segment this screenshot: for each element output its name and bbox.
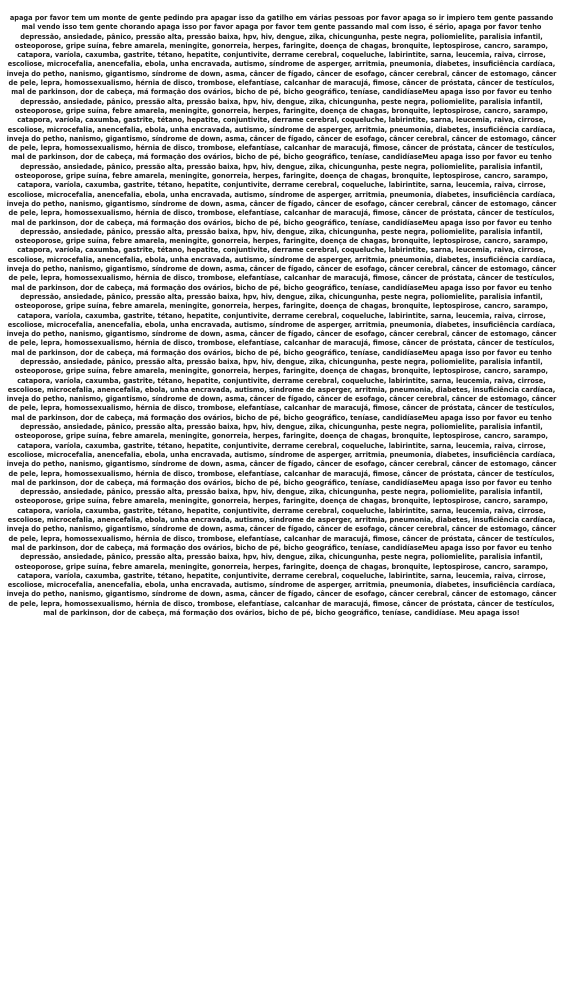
document-body-text: apaga por favor tem um monte de gente pedindo pra apagar isso da gatilho em várias pessoas por favor apaga so ir impiero tem gente passando mal vendo isso tem gente chorando apaga isso por favor apaga por favor tem gente passando mal com isso, é sério, apaga por favor tenho depressão, ansiedade, pânico, pressão alta, pressão baixa, hpv, hiv, dengue, zika, chicungunha, peste negra, poliomielite, paralisia infantil, osteoporose, gripe suína, febre amarela, meningite, gonorreia, herpes, faringite, doença de chagas, bronquite, leptospirose, cancro, sarampo, catapora, varíola, caxumba, gastrite, tétano, hepatite, conjuntivite, derrame cerebral, coqueluche, labirintite, sarna, leucemia, raiva, cirrose, escoliose, microcefalia, anencefalia, ebola, unha encravada, autismo, síndrome de asperger, arritmia, pneumonia, diabetes, insuficiência cardíaca, inveja do petho, nanismo, gigantismo, síndrome de down, asma, câncer de fígado, câncer de esofago, câncer cerebral, câncer de estomago, câncer de pele, lepra, homossexualismo, hérnia de disco, trombose, elefantíase, calcanhar de maracujá, fimose, câncer de próstata, câncer de testículos, mal de parkinson, dor de cabeça, má formação dos ovários, bicho de pé, bicho geográfico, teníase, candidíaseMeu apaga isso por favor eu tenho depressão, ansiedade, pânico, pressão alta, pressão baixa, hpv, hiv, dengue, zika, chicungunha, peste negra, poliomielite, paralisia infantil, osteoporose, gripe suína, febre amarela, meningite, gonorreia, herpes, faringite, doença de chagas, bronquite, leptospirose, cancro, sarampo, catapora, varíola, caxumba, gastrite, tétano, hepatite, conjuntivite, derrame cerebral, coqueluche, labirintite, sarna, leucemia, raiva, cirrose, escoliose, microcefalia, anencefalia, ebola, unha encravada, autismo, síndrome de asperger, arritmia, pneumonia, diabetes, insuficiência cardíaca, inveja do petho, nanismo, gigantismo, síndrome de down, asma, câncer de fígado, câncer de esofago, câncer cerebral, câncer de estomago, câncer de pele, lepra, homossexualismo, hérnia de disco, trombose, elefantíase, calcanhar de maracujá, fimose, câncer de próstata, câncer de testículos, mal de parkinson, dor de cabeça, má formação dos ovários, bicho de pé, bicho geográfico, teníase, candidíaseMeu apaga isso por favor eu tenho depressão, ansiedade, pânico, pressão alta, pressão baixa, hpv, hiv, dengue, zika, chicungunha, peste negra, poliomielite, paralisia infantil, osteoporose, gripe suína, febre amarela, meningite, gonorreia, herpes, faringite, doença de chagas, bronquite, leptospirose, cancro, sarampo, catapora, varíola, caxumba, gastrite, tétano, hepatite, conjuntivite, derrame cerebral, coqueluche, labirintite, sarna, leucemia, raiva, cirrose, escoliose, microcefalia, anencefalia, ebola, unha encravada, autismo, síndrome de asperger, arritmia, pneumonia, diabetes, insuficiência cardíaca, inveja do petho, nanismo, gigantismo, síndrome de down, asma, câncer de fígado, câncer de esofago, câncer cerebral, câncer de estomago, câncer de pele, lepra, homossexualismo, hérnia de disco, trombose, elefantíase, calcanhar de maracujá, fimose, câncer de próstata, câncer de testículos, mal de parkinson, dor de cabeça, má formação dos ovários, bicho de pé, bicho geográfico, teníase, candidíaseMeu apaga isso por favor eu tenho depressão, ansiedade, pânico, pressão alta, pressão baixa, hpv, hiv, dengue, zika, chicungunha, peste negra, poliomielite, paralisia infantil, osteoporose, gripe suína, febre amarela, meningite, gonorreia, herpes, faringite, doença de chagas, bronquite, leptospirose, cancro, sarampo, catapora, varíola, caxumba, gastrite, tétano, hepatite, conjuntivite, derrame cerebral, coqueluche, labirintite, sarna, leucemia, raiva, cirrose, escoliose, microcefalia, anencefalia, ebola, unha encravada, autismo, síndrome de asperger, arritmia, pneumonia, diabetes, insuficiência cardíaca, inveja do petho, nanismo, gigantismo, síndrome de down, asma, câncer de fígado, câncer de esofago, câncer cerebral, câncer de estomago, câncer de pele, lepra, homossexualismo, hérnia de disco, trombose, elefantíase, calcanhar de maracujá, fimose, câncer de próstata, câncer de testículos, mal de parkinson, dor de cabeça, má formação dos ovários, bicho de pé, bicho geográfico, teníase, candidíaseMeu apaga isso por favor eu tenho depressão, ansiedade, pânico, pressão alta, pressão baixa, hpv, hiv, dengue, zika, chicungunha, peste negra, poliomielite, paralisia infantil, osteoporose, gripe suína, febre amarela, meningite, gonorreia, herpes, faringite, doença de chagas, bronquite, leptospirose, cancro, sarampo, catapora, varíola, caxumba, gastrite, tétano, hepatite, conjuntivite, derrame cerebral, coqueluche, labirintite, sarna, leucemia, raiva, cirrose, escoliose, microcefalia, anencefalia, ebola, unha encravada, autismo, síndrome de asperger, arritmia, pneumonia, diabetes, insuficiência cardíaca, inveja do petho, nanismo, gigantismo, síndrome de down, asma, câncer de fígado, câncer de esofago, câncer cerebral, câncer de estomago, câncer de pele, lepra, homossexualismo, hérnia de disco, trombose, elefantíase, calcanhar de maracujá, fimose, câncer de próstata, câncer de testículos, mal de parkinson, dor de cabeça, má formação dos ovários, bicho de pé, bicho geográfico, teníase, candidíaseMeu apaga isso por favor eu tenho depressão, ansiedade, pânico, pressão alta, pressão baixa, hpv, hiv, dengue, zika, chicungunha, peste negra, poliomielite, paralisia infantil, osteoporose, gripe suína, febre amarela, meningite, gonorreia, herpes, faringite, doença de chagas, bronquite, leptospirose, cancro, sarampo, catapora, varíola, caxumba, gastrite, tétano, hepatite, conjuntivite, derrame cerebral, coqueluche, labirintite, sarna, leucemia, raiva, cirrose, escoliose, microcefalia, anencefalia, ebola, unha encravada, autismo, síndrome de asperger, arritmia, pneumonia, diabetes, insuficiência cardíaca, inveja do petho, nanismo, gigantismo, síndrome de down, asma, câncer de fígado, câncer de esofago, câncer cerebral, câncer de estomago, câncer de pele, lepra, homossexualismo, hérnia de disco, trombose, elefantíase, calcanhar de maracujá, fimose, câncer de próstata, câncer de testículos, mal de parkinson, dor de cabeça, má formação dos ovários, bicho de pé, bicho geográfico, teníase, candidíaseMeu apaga isso por favor eu tenho depressão, ansiedade, pânico, pressão alta, pressão baixa, hpv, hiv, dengue, zika, chicungunha, peste negra, poliomielite, paralisia infantil, osteoporose, gripe suína, febre amarela, meningite, gonorreia, herpes, faringite, doença de chagas, bronquite, leptospirose, cancro, sarampo, catapora, varíola, caxumba, gastrite, tétano, hepatite, conjuntivite, derrame cerebral, coqueluche, labirintite, sarna, leucemia, raiva, cirrose, escoliose, microcefalia, anencefalia, ebola, unha encravada, autismo, síndrome de asperger, arritmia, pneumonia, diabetes, insuficiência cardíaca, inveja do petho, nanismo, gigantismo, síndrome de down, asma, câncer de fígado, câncer de esofago, câncer cerebral, câncer de estomago, câncer de pele, lepra, homossexualismo, hérnia de disco, trombose, elefantíase, calcanhar de maracujá, fimose, câncer de próstata, câncer de testículos, mal de parkinson, dor de cabeça, má formação dos ovários, bicho de pé, bicho geográfico, teníase, candidíaseMeu apaga isso por favor eu tenho depressão, ansiedade, pânico, pressão alta, pressão baixa, hpv, hiv, dengue, zika, chicungunha, peste negra, poliomielite, paralisia infantil, osteoporose, gripe suína, febre amarela, meningite, gonorreia, herpes, faringite, doença de chagas, bronquite, leptospirose, cancro, sarampo, catapora, varíola, caxumba, gastrite, tétano, hepatite, conjuntivite, derrame cerebral, coqueluche, labirintite, sarna, leucemia, raiva, cirrose, escoliose, microcefalia, anencefalia, ebola, unha encravada, autismo, síndrome de asperger, arritmia, pneumonia, diabetes, insuficiência cardíaca, inveja do petho, nanismo, gigantismo, síndrome de down, asma, câncer de fígado, câncer de esofago, câncer cerebral, câncer de estomago, câncer de pele, lepra, homossexualismo, hérnia de disco, trombose, elefantíase, calcanhar de maracujá, fimose, câncer de próstata, câncer de testículos, mal de parkinson, dor de cabeça, má formação dos ovários, bicho de pé, bicho geográfico, teníase, candidíaseMeu apaga isso por favor eu tenho depressão, ansiedade, pânico, pressão alta, pressão baixa, hpv, hiv, dengue, zika, chicungunha, peste negra, poliomielite, paralisia infantil, osteoporose, gripe suína, febre amarela, meningite, gonorreia, herpes, faringite, doença de chagas, bronquite, leptospirose, cancro, sarampo, catapora, varíola, caxumba, gastrite, tétano, hepatite, conjuntivite, derrame cerebral, coqueluche, labirintite, sarna, leucemia, raiva, cirrose, escoliose, microcefalia, anencefalia, ebola, unha encravada, autismo, síndrome de asperger, arritmia, pneumonia, diabetes, insuficiência cardíaca, inveja do petho, nanismo, gigantismo, síndrome de down, asma, câncer de fígado, câncer de esofago, câncer cerebral, câncer de estomago, câncer de pele, lepra, homossexualismo, hérnia de disco, trombose, elefantíase, calcanhar de maracujá, fimose, câncer de próstata, câncer de testículos, mal de parkinson, dor de cabeça, má formação dos ovários, bicho de pé, bicho geográfico, teníase, candidíase. Meu apaga isso! (6, 14, 557, 617)
